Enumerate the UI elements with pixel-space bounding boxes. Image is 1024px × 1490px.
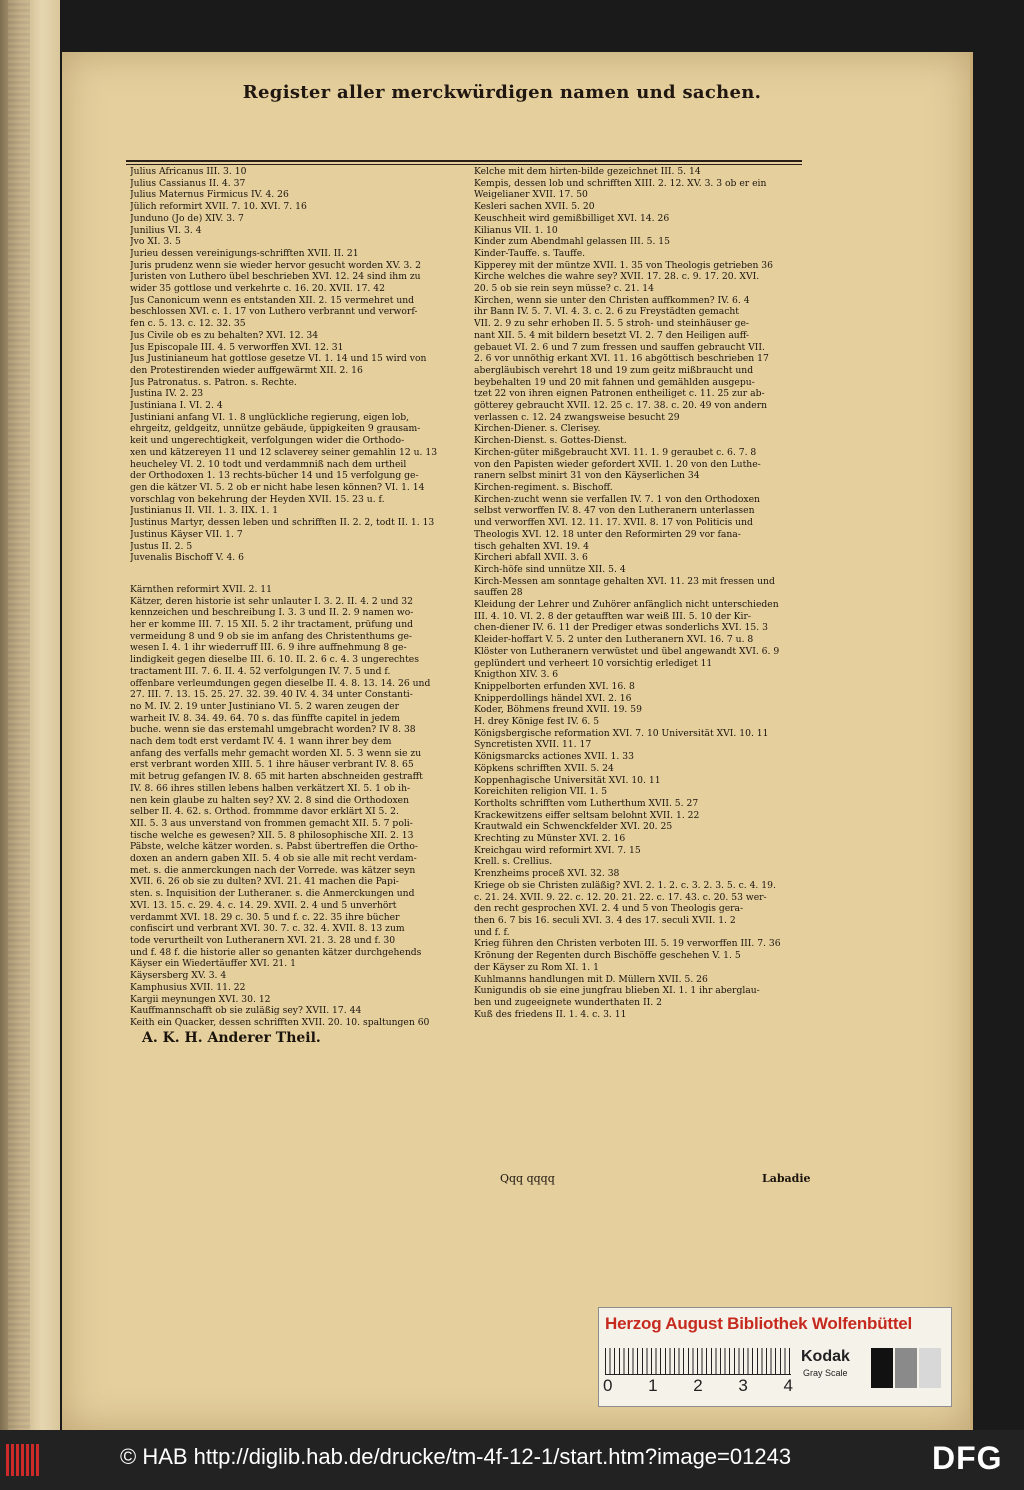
index-entry: fen c. 5. 13. c. 12. 32. 35 <box>130 318 246 330</box>
index-entry: Kinder-Tauffe. s. Tauffe. <box>474 247 586 259</box>
index-entry: beschlossen XVI. c. 1. 17 von Luthero verbrannt und verworf- <box>130 306 418 318</box>
index-entry: Koreichiten religion VII. 1. 5 <box>474 786 608 798</box>
index-entry: der Käyser zu Rom XI. 1. 1 <box>474 961 599 973</box>
index-entry: Kuhlmanns handlungen mit D. Müllern XVII. 5. 26 <box>474 973 708 985</box>
index-entry: Krenzheims proceß XVI. 32. 38 <box>474 868 620 880</box>
index-entry: Weigelianer XVII. 17. 50 <box>474 189 588 201</box>
index-entry: XVII. 6. 26 ob sie zu dulten? XVI. 21. 41 machen die Papi- <box>130 876 399 888</box>
ruler-number: 1 <box>648 1376 658 1395</box>
index-entry: Julius Maternus Firmicus IV. 4. 26 <box>130 189 289 201</box>
index-entry: 2. 6 vor unnöthig erkant XVI. 11. 16 abgöttisch beschrieben 17 <box>474 353 769 365</box>
gray-patch-mid <box>895 1348 917 1388</box>
section-closing: A. K. H. Anderer Theil. <box>142 1029 321 1046</box>
index-entry: H. drey Könige fest IV. 6. 5 <box>474 716 600 728</box>
index-entry: Kärnthen reformirt XVII. 2. 11 <box>130 583 272 595</box>
index-entry: Kortholts schrifften vom Lutherthum XVII. 5. 27 <box>474 797 699 809</box>
index-entry: Krackewitzens eiffer seltsam belohnt XVII. 1. 22 <box>474 809 700 821</box>
index-entry: Koppenhagische Universität XVI. 10. 11 <box>474 774 661 786</box>
index-entry: Kargii meynungen XVI. 30. 12 <box>130 993 271 1005</box>
index-entry: geplündert und verheert 10 vorsichtig erlediget 11 <box>474 657 713 669</box>
index-entry: Kirche welches die wahre sey? XVII. 17. 28. c. 9. 17. 20. XVI. <box>474 271 760 283</box>
index-entry: Kesleri sachen XVII. 5. 20 <box>474 201 595 213</box>
index-entry: Syncretisten XVII. 11. 17 <box>474 739 592 751</box>
header-rule-thin <box>126 164 802 165</box>
index-entry: Kleider-hoffart V. 5. 2 unter den Lutheranern XVI. 16. 7 u. 8 <box>474 634 754 646</box>
index-entry: Kirchen, wenn sie unter den Christen auffkommen? IV. 6. 4 <box>474 294 750 306</box>
gray-patch-black <box>871 1348 893 1388</box>
index-entry: Jus Canonicum wenn es entstanden XII. 2. 15 vermehret und <box>130 294 415 306</box>
index-entry: heucheley VI. 2. 10 todt und verdammniß nach dem urtheil <box>130 458 407 470</box>
index-entry: doxen an andern gaben XII. 5. 4 ob sie alle mit recht verdam- <box>130 853 417 865</box>
ruler-numbers <box>603 1376 793 1396</box>
index-entry: offenbare verleumdungen gegen dieselbe II. 4. 8. 13. 14. 26 und <box>130 677 431 689</box>
index-entry: Kirchen-güter mißgebraucht XVI. 11. 1. 9 geraubet c. 6. 7. 8 <box>474 446 757 458</box>
index-entry: tzet 22 von ihren eignen Patronen entheiliget c. 11. 25 zur ab- <box>474 388 765 400</box>
index-entry: anfang des verfalls mehr gemacht worden XI. 5. 3 wenn sie zu <box>130 747 422 759</box>
index-entry: Kirchen-regiment. s. Bischoff. <box>474 481 613 493</box>
index-entry: Kircheri abfall XVII. 3. 6 <box>474 552 588 564</box>
index-entry: chen-diener IV. 6. 11 der Prediger etwas sonderlichs XVI. 15. 3 <box>474 622 768 634</box>
index-entry: erst verbrant worden XIII. 5. 1 ihre häuser verbrant IV. 8. 65 <box>130 759 414 771</box>
index-entry: Kleidung der Lehrer und Zuhörer anfänglich nicht unterschieden <box>474 599 779 611</box>
index-entry: Kinder zum Abendmahl gelassen III. 5. 15 <box>474 236 671 248</box>
index-entry: Julius Cassianus II. 4. 37 <box>130 177 246 189</box>
index-entry: Justiniana I. VI. 2. 4 <box>130 400 223 412</box>
library-name: Herzog August Bibliothek Wolfenbüttel <box>605 1314 913 1333</box>
book-edge <box>0 0 60 1430</box>
index-entry: Kirch-höfe sind unnütze XII. 5. 4 <box>474 563 626 575</box>
index-entry: nant XII. 5. 4 mit bildern besetzt VI. 2. 7 den Heiligen auff- <box>474 329 750 341</box>
footer-bar <box>0 1430 1024 1490</box>
header-rule <box>126 160 802 162</box>
index-entry: den Protestirenden wieder auffgewärmt XII. 2. 16 <box>130 364 363 376</box>
index-entry: Keith ein Quacker, dessen schrifften XVII. 20. 10. spaltungen 60 <box>130 1016 430 1028</box>
index-entry: Jus Civile ob es zu behalten? XVI. 12. 34 <box>130 329 319 341</box>
ruler-number: 0 <box>603 1376 613 1395</box>
signature-mark: Qqq qqqq <box>500 1172 555 1185</box>
index-entry: nen kein glaube zu halten sey? XV. 2. 8 sind die Orthodoxen <box>130 794 410 806</box>
index-entry: den recht gesprochen XVI. 2. 4 und 5 von Theologis gera- <box>474 903 744 915</box>
index-entry: Knigthon XIV. 3. 6 <box>474 669 559 681</box>
index-entry: III. 4. 10. VI. 2. 8 der getaufften war weiß III. 5. 10 der Kir- <box>474 610 751 622</box>
index-entry: Keuschheit wird gemißbilliget XVI. 14. 26 <box>474 212 670 224</box>
kodak-brand: Kodak <box>801 1348 850 1365</box>
index-entry: c. 21. 24. XVII. 9. 22. c. 12. 20. 21. 22. c. 17. 43. c. 20. 53 wer- <box>474 891 767 903</box>
ruler-number: 3 <box>738 1376 748 1395</box>
index-entry: tode verurtheilt von Lutheranern XVI. 21. 3. 28 und f. 30 <box>130 935 396 946</box>
index-entry: then 6. 7 bis 16. seculi XVI. 3. 4 des 17. seculi XVII. 1. 2 <box>474 915 736 926</box>
index-entry: ehrgeitz, geldgeitz, unnütze gebäude, üppigkeiten 9 grausam- <box>130 423 421 435</box>
index-entry: tisch gehalten XVI. 19. 4 <box>474 540 589 552</box>
index-entry: ben und zugeeignete wunderthaten II. 2 <box>474 996 662 1008</box>
page-title: Register aller merckwürdigen namen und sachen. <box>242 82 762 103</box>
index-entry: Kelche mit dem hirten-bilde gezeichnet III. 5. 14 <box>474 166 701 177</box>
index-entry: Kunigundis ob sie eine jungfrau blieben XI. 1. 1 ihr aberglau- <box>474 985 760 997</box>
index-entry: selbst verworffen IV. 8. 47 von den Lutheranern unterlassen <box>474 505 755 517</box>
index-entry: buche. wenn sie das erstemahl umgebracht worden? IV 8. 38 <box>130 724 416 736</box>
index-entry: Junduno (Jo de) XIV. 3. 7 <box>130 212 244 224</box>
index-entry: Kempis, dessen lob und schrifften XIII. 2. 12. XV. 3. 3 ob er ein <box>474 177 767 189</box>
index-entry: nach dem todt erst verdamt IV. 4. 1 wann ihrer bey dem <box>130 736 392 748</box>
book-spine-texture <box>8 0 30 1430</box>
index-entry: sten. s. Inquisition der Lutheraner. s. die Anmerckungen und <box>130 888 415 900</box>
section-gap <box>130 564 464 584</box>
gray-patch-light <box>919 1348 941 1388</box>
index-entry: Jülich reformirt XVII. 7. 10. XVI. 7. 16 <box>130 201 307 213</box>
index-entry: xen und kätzereyen 11 und 12 sclaverey seiner gemahlin 12 u. 13 <box>130 446 438 458</box>
index-entry: Kreichgau wird reformirt XVI. 7. 15 <box>474 844 641 856</box>
index-entry: Kuß des friedens II. 1. 4. c. 3. 11 <box>474 1008 627 1020</box>
hab-logo-icon <box>6 1444 40 1476</box>
index-entry: Juristen von Luthero übel beschrieben XVI. 12. 24 sind ihm zu <box>130 271 421 283</box>
index-entry: Kamphusius XVII. 11. 22 <box>130 981 246 993</box>
index-entry: XII. 5. 3 aus unverstand von frommen gemacht XII. 5. 7 poli- <box>130 817 413 829</box>
index-entry: Knipperdollings händel XVI. 2. 16 <box>474 692 632 704</box>
index-entry: vorschlag von bekehrung der Heyden XVII. 15. 23 u. f. <box>130 493 385 505</box>
index-entry: Krautwald ein Schwenckfelder XVI. 20. 25 <box>474 821 673 833</box>
index-entry: mit betrug gefangen IV. 8. 65 mit harten abschneiden gestrafft <box>130 771 423 783</box>
index-entry: tische welche es gewesen? XII. 5. 8 philosophische XII. 2. 13 <box>130 829 414 841</box>
index-entry: 20. 5 ob sie rein seyn müsse? c. 21. 14 <box>474 283 654 295</box>
index-entry: Justiniani anfang VI. 1. 8 unglückliche regierung, eigen lob, <box>130 411 410 423</box>
index-entry: und f. f. <box>474 926 510 938</box>
index-entry: verdammt XVI. 18. 29 c. 30. 5 und f. c. 22. 35 ihre bücher <box>130 911 400 923</box>
index-entry: Krell. s. Crellius. <box>474 856 553 868</box>
index-entry: 27. III. 7. 13. 15. 25. 27. 32. 39. 40 IV. 4. 34 unter Constanti- <box>130 689 413 701</box>
index-entry: Justinus Martyr, dessen leben und schrifften II. 2. 2, todt II. 1. 13 <box>130 517 435 529</box>
index-entry: Jus Patronatus. s. Patron. s. Rechte. <box>130 376 297 388</box>
index-entry: Krieg führen den Christen verboten III. 5. 19 verworffen III. 7. 36 <box>474 938 781 950</box>
index-entry: und f. 48 f. die historie aller so genanten kätzer durchgehends <box>130 946 422 958</box>
index-entry: der Orthodoxen 1. 13 rechts-bücher 14 und 15 verfolgung ge- <box>130 470 419 482</box>
index-entry: gen die kätzer VI. 5. 2 ob er nicht habe lesen können? VI. 1. 14 <box>130 481 425 493</box>
index-entry: wesen I. 4. 1 ihr wiederruff III. 6. 9 ihre auffnehmung 8 ge- <box>130 642 407 654</box>
index-entry: abergläubisch verehrt 18 und 19 zum geitz mißbraucht und <box>474 364 754 376</box>
index-entry: VII. 2. 9 zu sehr erhoben II. 5. 5 stroh- und steinhäuser ge- <box>474 318 750 330</box>
index-entry: her er komme III. 7. 15 XII. 5. 2 ihr tractament, prüfung und <box>130 619 414 631</box>
index-entry: Kriege ob sie Christen zuläßig? XVI. 2. 1. 2. c. 3. 2. 3. 5. c. 4. 19. <box>474 879 776 891</box>
index-entry: Käyser ein Wiedertäuffer XVI. 21. 1 <box>130 958 296 970</box>
index-entry: tractament III. 7. 6. II. 4. 52 verfolgungen IV. 7. 5 und f. <box>130 665 391 677</box>
index-entry: Jvo XI. 3. 5 <box>130 236 181 248</box>
index-entry: Kilianus VII. 1. 10 <box>474 224 558 236</box>
index-entry: no M. IV. 2. 19 unter Justiniano VI. 5. 2 waren zeugen der <box>130 700 399 712</box>
index-entry: Kirchen-zucht wenn sie verfallen IV. 7. 1 von den Orthodoxen <box>474 493 760 505</box>
index-entry: Königsbergische reformation XVI. 7. 10 Universität XVI. 10. 11 <box>474 727 769 739</box>
index-entry: Kirch-Messen am sonntage gehalten XVI. 11. 23 mit fressen und <box>474 575 775 587</box>
ruler-number: 4 <box>783 1376 793 1395</box>
index-entry: Kätzer, deren historie ist sehr unlauter I. 3. 2. II. 4. 2 und 32 <box>130 595 413 607</box>
index-entry: warheit IV. 8. 34. 49. 64. 70 s. das fünffte capitel in jedem <box>130 712 400 724</box>
index-entry: Julius Africanus III. 3. 10 <box>130 166 247 177</box>
index-entry: Kipperey mit der müntze XVII. 1. 35 von Theologis getrieben 36 <box>474 259 773 271</box>
index-entry: wider 35 gottlose und verkehrte c. 16. 20. XVII. 17. 42 <box>130 283 385 295</box>
index-entry: Justina IV. 2. 23 <box>130 388 204 400</box>
index-entry: Krönung der Regenten durch Bischöffe geschehen V. 1. 5 <box>474 950 741 962</box>
index-entry: ihr Bann IV. 5. 7. VI. 4. 3. c. 2. 6 zu Freystädten gemacht <box>474 306 740 318</box>
index-entry: Juvenalis Bischoff V. 4. 6 <box>130 552 244 564</box>
index-entry: götterey gebraucht XVII. 12. 25 c. 17. 38. c. 20. 49 von andern <box>474 400 768 412</box>
scale-ruler <box>605 1348 791 1375</box>
index-entry: keit und ungerechtigkeit, verfolgungen wider die Orthodo- <box>130 435 405 447</box>
index-entry: ranern selbst minirt 31 von den Käyserlichen 34 <box>474 470 700 482</box>
index-entry: Klöster von Lutheranern verwüstet und übel angewandt XVI. 6. 9 <box>474 645 780 657</box>
index-entry: Jus Episcopale III. 4. 5 verworffen XVI. 12. 31 <box>130 341 344 353</box>
index-entry: met. s. die anmerckungen nach der Vorrede. was kätzer seyn <box>130 864 416 876</box>
gray-scale-caption: Gray Scale <box>803 1368 848 1378</box>
index-entry: Päbste, welche kätzer worden. s. Pabst übertreffen die Ortho- <box>130 841 418 853</box>
index-entry: beybehalten 19 und 20 mit fahnen und gemählden ausgepu- <box>474 376 755 388</box>
dfg-logo: DFG <box>932 1440 1003 1476</box>
index-entry: gebauet VI. 2. 6 und 7 zum fressen und sauffen gebraucht VII. <box>474 341 765 353</box>
index-entry: Jurieu dessen vereinigungs-schrifften XVII. II. 21 <box>130 247 359 259</box>
index-entry: von den Papisten wieder gefordert XVII. 1. 20 von den Luthe- <box>474 458 761 470</box>
index-entry: sauffen 28 <box>474 587 523 599</box>
library-scan-label <box>598 1307 952 1407</box>
index-entry: Justinianus II. VII. 1. 3. IIX. 1. 1 <box>130 505 279 517</box>
catchword: Labadie <box>762 1172 811 1185</box>
index-entry: Justinus Käyser VII. 1. 7 <box>130 528 243 540</box>
index-entry: Kirchen-Dienst. s. Gottes-Dienst. <box>474 435 627 447</box>
ruler-number: 2 <box>693 1376 703 1395</box>
index-entry: Krechting zu Münster XVI. 2. 16 <box>474 833 626 845</box>
index-entry: lindigkeit gegen dieselbe III. 6. 10. II. 2. 6 c. 4. 3 ungerechtes <box>130 654 419 666</box>
index-entry: Juris prudenz wenn sie wieder hervor gesucht worden XV. 3. 2 <box>130 259 421 271</box>
index-entry: selber II. 4. 62. s. Orthod. frommme davor erklärt XI 5. 2. <box>130 806 399 818</box>
index-entry: IV. 8. 66 ihres stillen lebens halben verkätzert XI. 5. 1 ob ih- <box>130 782 411 794</box>
right-index-column <box>474 166 810 1020</box>
index-entry: Jus Justinianeum hat gottlose gesetze VI. 1. 14 und 15 wird von <box>130 353 427 365</box>
index-entry: verlassen c. 12. 24 zwangsweise besucht 29 <box>474 411 680 423</box>
citation-link[interactable]: © HAB http://diglib.hab.de/drucke/tm-4f-12-1/start.htm?image=01243 <box>120 1444 792 1469</box>
index-entry: Justus II. 2. 5 <box>130 540 193 552</box>
index-entry: und verworffen XVI. 12. 11. 17. XVII. 8. 17 von Politicis und <box>474 517 753 529</box>
index-entry: Kauffmannschafft ob sie zuläßig sey? XVII. 17. 44 <box>130 1005 362 1017</box>
index-entry: Theologis XVI. 12. 18 unter den Reformirten 29 vor fana- <box>474 528 741 540</box>
index-entry: Junilius VI. 3. 4 <box>130 224 202 236</box>
index-entry: vermeidung 8 und 9 ob sie im anfang des Christenthums ge- <box>130 630 412 642</box>
index-entry: Königsmarcks actiones XVII. 1. 33 <box>474 751 634 763</box>
index-entry: kennzeichen und beschreibung I. 3. 3 und II. 2. 9 namen wo- <box>130 607 414 619</box>
index-entry: Kirchen-Diener. s. Clerisey. <box>474 423 601 435</box>
left-index-column <box>130 166 464 1044</box>
index-entry: Köpkens schrifften XVII. 5. 24 <box>474 762 614 774</box>
index-entry: Knippelborten erfunden XVI. 16. 8 <box>474 680 635 692</box>
index-entry: confiscirt und verbrant XVI. 30. 7. c. 32. 4. XVII. 8. 13 zum <box>130 923 405 935</box>
index-entry: XVI. 13. 15. c. 29. 4. c. 14. 29. XVII. 2. 4 und 5 unverhört <box>130 899 397 911</box>
index-entry: Koder, Böhmens freund XVII. 19. 59 <box>474 704 642 716</box>
index-entry: Käysersberg XV. 3. 4 <box>130 970 227 982</box>
